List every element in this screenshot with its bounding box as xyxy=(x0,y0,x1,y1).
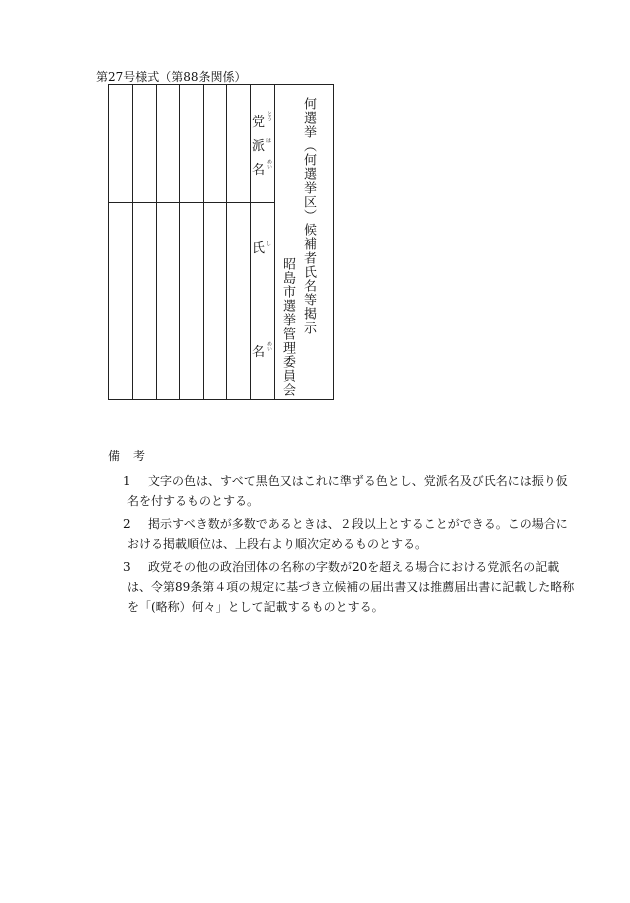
notes-heading: 備考 xyxy=(108,449,159,463)
note-number: 3 xyxy=(123,560,131,574)
note-item xyxy=(108,471,578,511)
column-divider xyxy=(132,85,133,399)
candidate-posting-table xyxy=(108,84,334,400)
column-divider xyxy=(226,85,227,399)
note-text: 政党その他の政治団体の名称の字数が20を超える場合における党派名の記載は、令第89条第４項の規定に基づき立候補の届出書又は推薦届出書に記載した略称を「(略称）何々」として記載するものとする。 xyxy=(127,560,575,614)
column-divider xyxy=(250,85,251,399)
committee-name: 昭島市選挙管理委員会 xyxy=(280,257,295,397)
notes-section xyxy=(108,446,578,620)
note-text: 文字の色は、すべて黒色又はこれに準ずる色とし、党派名及び氏名には振り仮名を付するものとする。 xyxy=(127,474,568,508)
column-divider xyxy=(203,85,204,399)
candidate-name-label: 氏 し 名 めい xyxy=(252,241,272,360)
row-divider xyxy=(109,202,250,203)
party-name-label-stack: 党 とう 派 は 名 めい xyxy=(252,111,272,178)
note-number: 1 xyxy=(123,474,131,488)
note-item xyxy=(108,514,578,554)
note-number: 2 xyxy=(123,517,131,531)
label-row-divider xyxy=(250,202,274,203)
column-divider xyxy=(179,85,180,399)
form-number-title: 第27号様式（第88条関係） xyxy=(96,70,247,84)
column-divider xyxy=(156,85,157,399)
posting-title: 何選挙（何選挙区）候補者氏名等掲示 xyxy=(301,97,316,335)
column-divider xyxy=(274,85,275,399)
note-text: 掲示すべき数が多数であるときは、２段以上とすることができる。この場合における掲載順位は、上段右より順次定めるものとする。 xyxy=(127,517,568,551)
note-item xyxy=(108,557,578,617)
